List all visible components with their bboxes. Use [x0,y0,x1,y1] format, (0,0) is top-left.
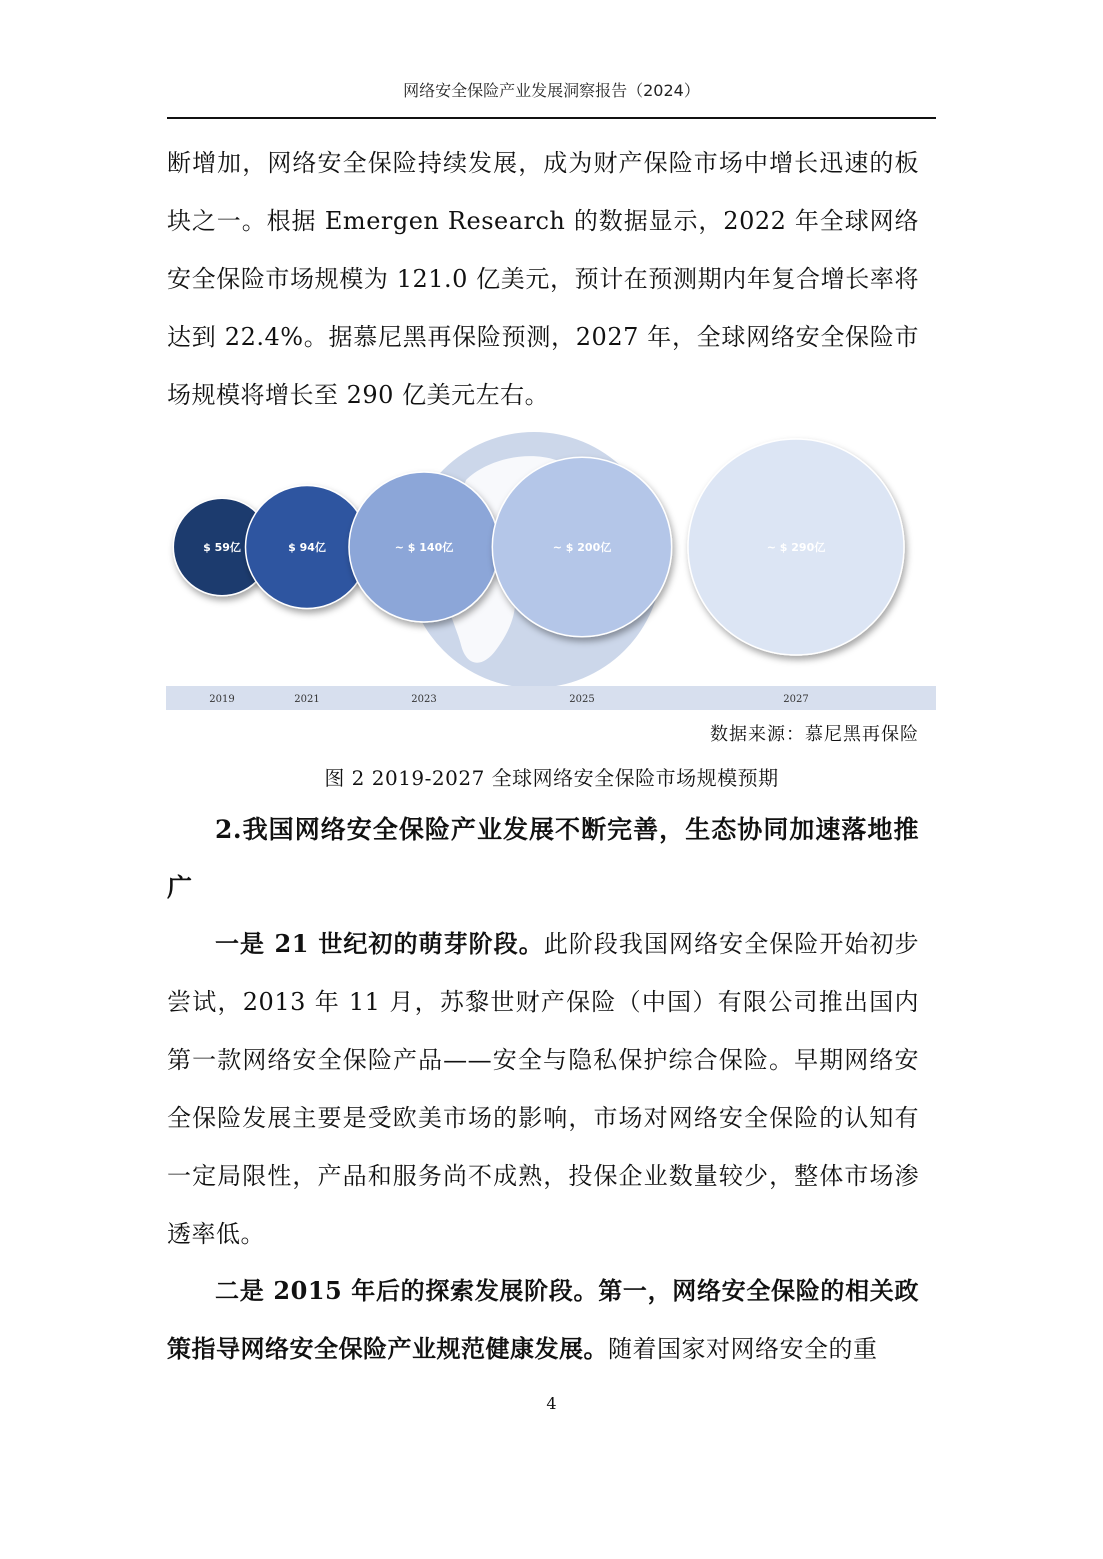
source-note: 数据来源：慕尼黑再保险 [710,724,919,745]
x-tick-label-2023: 2023 [411,694,437,705]
stage1-paragraph [167,915,919,1263]
stage2-text: 随着国家对网络安全的重 [608,1335,878,1363]
stage2-paragraph [167,1262,919,1378]
market-size-chart [166,420,936,710]
bubble-label-2021: $ 94亿 [288,541,326,554]
page-header: 网络安全保险产业发展洞察报告（2024） [403,81,700,100]
x-tick-label-2027: 2027 [783,694,809,705]
bubble-label-2023: ~ $ 140亿 [394,541,454,554]
bubble-label-2025: ~ $ 200亿 [552,541,612,554]
chart-canvas [166,420,936,710]
stage2-lead: 二是 2015 年后的探索发展阶段。第一，网络安全保险的相关政策指导网络安全保险产业规范健康发展。 [167,1276,919,1363]
intro-paragraph: 断增加，网络安全保险持续发展，成为财产保险市场中增长迅速的板块之一。根据 Emergen Research 的数据显示，2022 年全球网络安全保险市场规模为 121.0 亿美元，预计在预测期内年复合增长率将达到 22.4%。据慕尼黑再保险预测，2027 年，全球网络安全保险市场规模将增长至 290 亿美元左右。 [167,149,919,409]
x-tick-label-2019: 2019 [209,694,235,705]
figure-caption: 图 2 2019-2027 全球网络安全保险市场规模预期 [324,766,779,790]
axis-band [166,686,936,710]
page-number: 4 [546,1394,557,1413]
stage1-text: 此阶段我国网络安全保险开始初步尝试，2013 年 11 月，苏黎世财产保险（中国）有限公司推出国内第一款网络安全保险产品——安全与隐私保护综合保险。早期网络安全保险发展主要是受欧美市场的影响，市场对网络安全保险的认知有一定局限性，产品和服务尚不成熟，投保企业数量较少，整体市场渗透率低。 [167,930,920,1248]
bubble-label-2027: ~ $ 290亿 [766,541,826,554]
x-tick-label-2021: 2021 [294,694,320,705]
stage1-lead: 一是 21 世纪初的萌芽阶段。 [215,929,544,958]
x-tick-label-2025: 2025 [569,694,595,705]
bubble-label-2019: $ 59亿 [203,541,241,554]
section-heading: 2.我国网络安全保险产业发展不断完善，生态协同加速落地推广 [167,815,919,902]
header-rule [167,117,936,119]
